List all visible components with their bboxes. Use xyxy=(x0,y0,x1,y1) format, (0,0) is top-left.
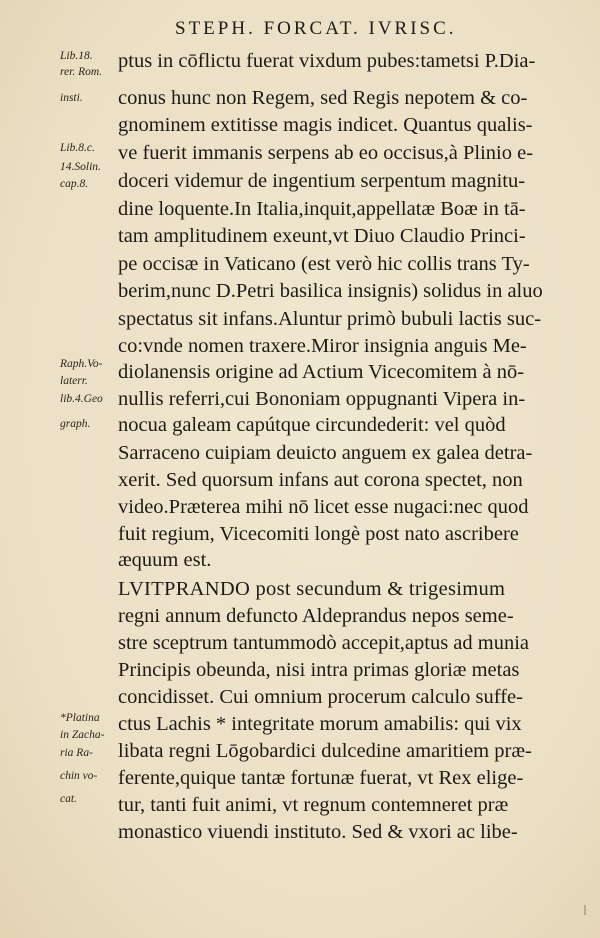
margin-note: *Platina xyxy=(60,712,100,724)
margin-note: ria Ra- xyxy=(60,747,93,759)
text-line: stre sceptrum tantummodò accepit,aptus ad munia xyxy=(118,632,530,654)
text-line: pe occisæ in Vaticano (est verò hic collis trans Ty- xyxy=(118,253,530,275)
text-line: regni annum defuncto Aldeprandus nepos seme- xyxy=(118,605,514,627)
text-line: nocua galeam capútque circundederit: vel quòd xyxy=(118,414,506,436)
page-mark xyxy=(584,905,586,915)
margin-note: Lib.18. xyxy=(60,50,93,62)
margin-note: chin vo- xyxy=(60,770,98,782)
text-line: co:vnde nomen traxere.Miror insignia anguis Me- xyxy=(118,335,527,357)
margin-note: 14.Solin. xyxy=(60,161,101,173)
text-line: tur, tanti fuit animi, vt regnum contemneret præ xyxy=(118,794,509,816)
margin-note: in Zacha- xyxy=(60,729,105,741)
text-line: dine loquente.In Italia,inquit,appellatæ Boæ in tā- xyxy=(118,198,526,220)
text-line: spectatus sit infans.Aluntur primò bubuli lactis suc- xyxy=(118,308,542,330)
margin-note: cap.8. xyxy=(60,178,89,190)
margin-note: rer. Rom. xyxy=(60,66,103,78)
text-line: gnominem extitisse magis indicet. Quantus qualis- xyxy=(118,114,533,136)
margin-note: Lib.8.c. xyxy=(60,142,95,154)
text-line: Sarraceno cuipiam deuicto anguem ex galea detra- xyxy=(118,442,533,464)
text-line: ptus in cōflictu fuerat vixdum pubes:tametsi P.Dia- xyxy=(118,50,536,72)
text-line: libata regni Lōgobardici dulcedine amaritiem præ- xyxy=(118,740,532,762)
text-line: tam amplitudinem exeunt,vt Diuo Claudio Princi- xyxy=(118,225,526,247)
text-line: berim,nunc D.Petri basilica insignis) solidus in aluo xyxy=(118,280,543,302)
text-line: concidisset. Cui omnium procerum calculo suffe- xyxy=(118,686,523,708)
text-line: fuit regium, Vicecomiti longè post nato ascribere xyxy=(118,523,519,545)
text-line: nullis referri,cui Bononiam oppugnanti Vipera in- xyxy=(118,388,526,410)
text-line: LVITPRANDO post secundum & trigesimum xyxy=(118,578,506,600)
text-line: ctus Lachis * integritate morum amabilis: qui vix xyxy=(118,713,522,735)
text-line: doceri videmur de ingentium serpentum magnitu- xyxy=(118,170,526,192)
text-line: ve fuerit immanis serpens ab eo occisus,à Plinio e- xyxy=(118,142,534,164)
margin-note: cat. xyxy=(60,793,77,805)
text-line: monastico viuendi instituto. Sed & vxori ac libe- xyxy=(118,821,518,843)
margin-note: insti. xyxy=(60,92,83,104)
text-line: xerit. Sed quorsum infans aut corona spectet, non xyxy=(118,469,523,491)
running-head: STEPH. FORCAT. IVRISC. xyxy=(175,18,457,39)
text-line: æquum est. xyxy=(118,549,212,571)
margin-note: laterr. xyxy=(60,375,88,387)
margin-note: graph. xyxy=(60,418,91,430)
text-line: ferente,quique tantæ fortunæ fuerat, vt Rex elige- xyxy=(118,767,524,789)
margin-note: Raph.Vo- xyxy=(60,358,103,370)
text-line: video.Præterea mihi nō licet esse nugaci:nec quod xyxy=(118,496,529,518)
margin-note: lib.4.Geo xyxy=(60,393,103,405)
text-line: diolanensis origine ad Actium Vicecomitem à nō- xyxy=(118,361,525,383)
text-line: Principis obeunda, nisi intra primas gloriæ metas xyxy=(118,659,520,681)
text-line: conus hunc non Regem, sed Regis nepotem & co- xyxy=(118,87,528,109)
